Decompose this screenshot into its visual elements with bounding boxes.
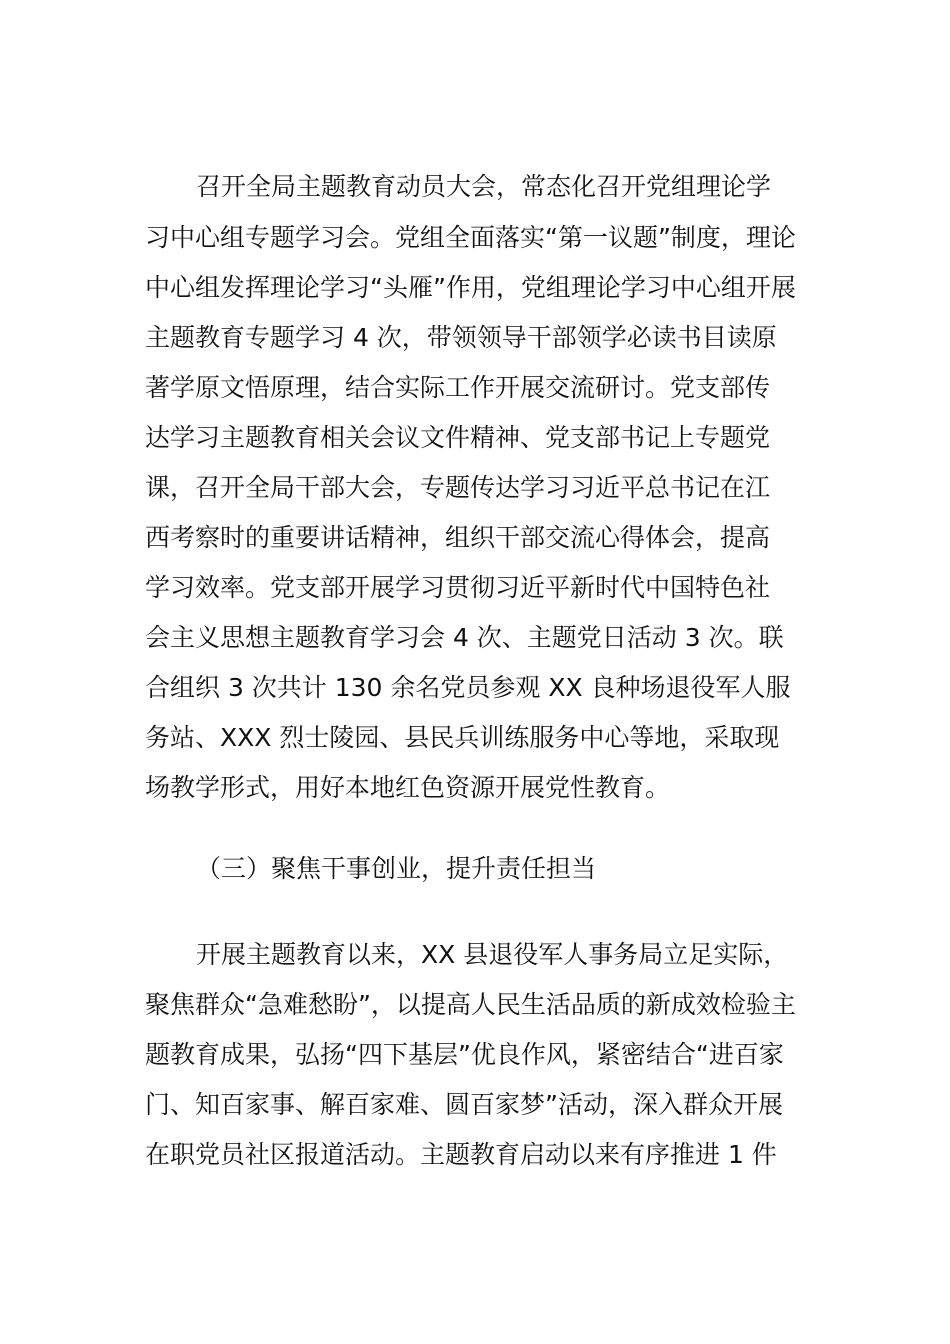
paragraph-1-line-1: 召开全局主题教育动员大会，常态化召开党组理论学 xyxy=(196,172,772,201)
paragraph-1-line-13: 场教学形式，用好本地红色资源开展党性教育。 xyxy=(145,773,671,802)
paragraph-1-line-5: 著学原文悟原理，结合实际工作开展交流研讨。党支部传 xyxy=(145,373,771,402)
paragraph-2-line-5: 在职党员社区报道活动。主题教育启动以来有序推进 1 件 xyxy=(145,1140,777,1169)
paragraph-2-line-2: 聚焦群众“急难愁盼”，以提高人民生活品质的新成效检验主 xyxy=(145,990,796,1019)
paragraph-1-line-4: 主题教育专题学习 4 次，带领领导干部领学必读书目读原 xyxy=(145,323,777,352)
paragraph-1-line-7: 课，召开全局干部大会，专题传达学习习近平总书记在江 xyxy=(145,473,771,502)
paragraph-2-line-4: 门、知百家事、解百家难、圆百家梦”活动，深入群众开展 xyxy=(145,1090,783,1119)
paragraph-1-line-9: 学习效率。党支部开展学习贯彻习近平新时代中国特色社 xyxy=(145,573,771,602)
paragraph-2-line-3: 题教育成果，弘扬“四下基层”优良作风，紧密结合“进百家 xyxy=(145,1040,784,1069)
paragraph-1-line-12: 务站、XXX 烈士陵园、县民兵训练服务中心等地，采取现 xyxy=(145,723,780,752)
paragraph-1-line-11: 合组织 3 次共计 130 余名党员参观 XX 良种场退役军人服 xyxy=(145,673,791,702)
paragraph-1-line-6: 达学习主题教育相关会议文件精神、党支部书记上专题党 xyxy=(145,423,771,452)
paragraph-1-line-3: 中心组发挥理论学习“头雁”作用，党组理论学习中心组开展 xyxy=(145,273,796,302)
paragraph-1-line-10: 会主义思想主题教育学习会 4 次、主题党日活动 3 次。联 xyxy=(145,623,784,652)
paragraph-1-line-2: 习中心组专题学习会。党组全面落实“第一议题”制度，理论 xyxy=(145,223,796,252)
paragraph-2-line-1: 开展主题教育以来，XX 县退役军人事务局立足实际， xyxy=(196,940,789,969)
section-heading: （三）聚焦干事创业，提升责任担当 xyxy=(196,854,597,883)
paragraph-1-line-8: 西考察时的重要讲话精神，组织干部交流心得体会，提高 xyxy=(145,523,771,552)
